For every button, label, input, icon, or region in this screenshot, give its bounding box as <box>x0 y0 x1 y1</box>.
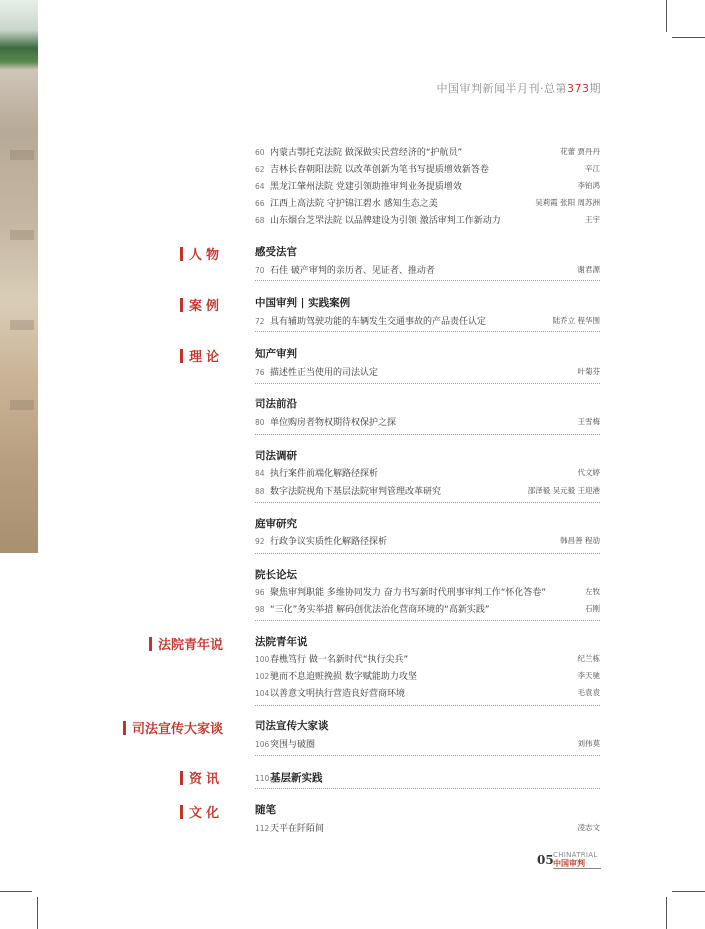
toc-entry[interactable] <box>255 196 600 210</box>
entry-title: 石佳 破产审判的亲历者、见证者、推动者 <box>270 266 435 276</box>
category-heading: 院长论坛 <box>255 569 297 581</box>
entry-title: 驰而不息追赃挽损 数字赋能助力攻坚 <box>270 672 417 682</box>
entry-page: 92 <box>255 537 265 546</box>
brand-en: CHINATRIAL <box>553 851 598 859</box>
entry-page: 104 <box>255 689 270 698</box>
entry-title: 单位购房者物权期待权保护之探 <box>270 418 397 428</box>
dotted-divider <box>255 280 600 281</box>
toc-entry[interactable] <box>255 213 600 227</box>
section-label-wenhua <box>180 802 223 821</box>
section-label-text: 资讯 <box>188 772 223 787</box>
toc-entry[interactable] <box>255 770 600 784</box>
dotted-divider <box>255 705 600 706</box>
entry-author: 纪兰栋 <box>577 654 600 663</box>
toc-entry[interactable] <box>255 365 600 379</box>
entry-title: 聚焦审判职能 多维协同发力 奋力书写新时代刑事审判工作“怀化答卷” <box>270 588 547 598</box>
entry-author: 韩昌善 程劢 <box>560 536 600 545</box>
entry-author: 谢君源 <box>577 265 600 274</box>
toc-entry[interactable] <box>255 466 600 480</box>
section-label-text: 人物 <box>188 248 223 263</box>
entry-page: 110 <box>255 774 270 783</box>
entry-title: 吉林长春朝阳法院 以改革创新为笔书写提质增效新答卷 <box>270 165 489 175</box>
section-label-qingnian <box>149 634 223 653</box>
section-marker <box>149 637 152 651</box>
toc-entry[interactable] <box>255 534 600 548</box>
photo-building-window <box>10 230 34 240</box>
entry-author: 叶菊芬 <box>577 367 600 376</box>
issue-number: 373 <box>567 82 590 95</box>
category-heading: 司法宣传大家谈 <box>255 720 329 732</box>
brand-cn: 中国审判 <box>553 859 585 868</box>
entry-title: “三化”务实举措 解码创优法治化营商环境的“高新实践” <box>270 605 490 615</box>
toc-entry[interactable] <box>255 686 600 700</box>
entry-author: 石刚 <box>585 604 600 613</box>
entry-author: 吴莉霞 张阳 周苏洲 <box>535 198 600 207</box>
entry-title: 突围与破圈 <box>270 740 316 750</box>
toc-entry[interactable] <box>255 145 600 159</box>
entry-page: 98 <box>255 605 265 614</box>
entry-author: 毛袁袁 <box>577 688 600 697</box>
category-heading: 法院青年说 <box>255 636 308 648</box>
section-marker <box>180 805 183 819</box>
entry-page: 106 <box>255 740 270 749</box>
section-marker <box>123 721 126 735</box>
toc-entry[interactable] <box>255 821 600 835</box>
section-label-text: 法院青年说 <box>157 638 223 653</box>
cover-photo-strip <box>0 0 38 553</box>
crop-mark-bottom-right-v <box>666 897 667 929</box>
brand-underline <box>553 868 601 869</box>
photo-building-window <box>10 400 34 410</box>
entry-author: 邵泽毅 吴元毅 王迎港 <box>527 486 600 495</box>
entry-author: 陆乔立 程华围 <box>552 316 600 325</box>
entry-author: 李天驰 <box>577 671 600 680</box>
entry-author: 王宇 <box>585 215 600 224</box>
entry-page: 60 <box>255 148 265 157</box>
entry-author: 王雪梅 <box>577 417 600 426</box>
entry-page: 66 <box>255 199 265 208</box>
entry-title: 春樵笃行 做一名新时代“执行尖兵” <box>270 655 409 665</box>
toc-entry[interactable] <box>255 162 600 176</box>
section-label-xuanchuan <box>123 718 223 737</box>
category-heading: 随笔 <box>255 804 276 816</box>
entry-title: 内蒙古鄂托克法院 做深做实民营经济的“护航员” <box>270 148 463 158</box>
section-label-zixun <box>180 768 223 787</box>
toc-entry[interactable] <box>255 263 600 277</box>
page-number: 05 <box>537 853 554 867</box>
section-label-text: 司法宣传大家谈 <box>131 722 223 737</box>
toc-entry[interactable] <box>255 602 600 616</box>
entry-author: 凌志文 <box>577 823 600 832</box>
entry-page: 112 <box>255 824 270 833</box>
category-heading: 知产审判 <box>255 348 297 360</box>
category-heading: 司法前沿 <box>255 398 297 410</box>
section-marker <box>180 298 183 312</box>
entry-page: 68 <box>255 216 265 225</box>
crop-mark-bottom-right-h <box>672 891 705 892</box>
toc-entry[interactable] <box>255 415 600 429</box>
entry-author: 刘伟莫 <box>577 739 600 748</box>
section-marker <box>180 771 183 785</box>
entry-page: 80 <box>255 418 265 427</box>
entry-author: 辛江 <box>585 164 600 173</box>
section-label-lilun <box>180 346 223 365</box>
crop-mark-bottom-left-h <box>0 891 32 892</box>
entry-title: 行政争议实质性化解路径探析 <box>270 537 388 547</box>
header-suffix: 期 <box>589 82 601 95</box>
entry-title: 以善意文明执行营造良好营商环境 <box>270 689 406 699</box>
running-header <box>437 80 602 96</box>
entry-title: 数字法院视角下基层法院审判管理改革研究 <box>270 487 442 497</box>
entry-title: 山东烟台芝罘法院 以品牌建设为引领 激活审判工作新动力 <box>270 216 501 226</box>
category-heading: 基层新实践 <box>270 772 323 784</box>
entry-author: 代文婷 <box>577 468 600 477</box>
dotted-divider <box>255 331 600 332</box>
header-prefix: 中国审判新闻半月刊·总第 <box>436 82 567 95</box>
crop-mark-bottom-left-v <box>37 897 38 929</box>
section-marker <box>180 247 183 261</box>
entry-page: 76 <box>255 368 265 377</box>
dotted-divider <box>255 553 600 554</box>
section-label-renwu <box>180 244 223 263</box>
category-heading: 中国审判 | 实践案例 <box>255 297 351 309</box>
entry-title: 执行案件前端化解路径探析 <box>270 469 379 479</box>
entry-page: 96 <box>255 588 265 597</box>
entry-page: 70 <box>255 266 265 275</box>
entry-author: 左牧 <box>585 587 600 596</box>
photo-building-window <box>10 150 34 160</box>
category-heading: 感受法官 <box>255 246 297 258</box>
section-label-text: 案例 <box>188 299 223 314</box>
entry-author: 李铂鸿 <box>577 181 600 190</box>
brand-logo <box>553 851 603 867</box>
section-label-text: 文化 <box>188 806 223 821</box>
toc-entry[interactable] <box>255 179 600 193</box>
section-label-text: 理论 <box>188 350 223 365</box>
dotted-divider <box>255 434 600 435</box>
dotted-divider <box>255 755 600 756</box>
section-marker <box>180 349 183 363</box>
entry-title: 江西上高法院 守护锦江碧水 感知生态之美 <box>270 199 438 209</box>
toc-entry[interactable] <box>255 585 600 599</box>
dotted-divider <box>255 383 600 384</box>
entry-page: 62 <box>255 165 265 174</box>
entry-title: 具有辅助驾驶功能的车辆发生交通事故的产品责任认定 <box>270 317 487 327</box>
entry-page: 64 <box>255 182 265 191</box>
crop-mark-top-right-h <box>672 37 705 38</box>
entry-title: 描述性正当使用的司法认定 <box>270 368 379 378</box>
entry-page: 72 <box>255 317 265 326</box>
toc-entry[interactable] <box>255 652 600 666</box>
category-heading: 司法调研 <box>255 450 297 462</box>
dotted-divider <box>255 502 600 503</box>
entry-author: 花蕾 贾丹丹 <box>560 147 600 156</box>
dotted-divider <box>255 620 600 621</box>
entry-page: 100 <box>255 655 270 664</box>
category-heading: 庭审研究 <box>255 518 297 530</box>
entry-page: 88 <box>255 487 265 496</box>
entry-page: 84 <box>255 469 265 478</box>
entry-title: 天平在阡陌间 <box>270 824 325 834</box>
crop-mark-top-right-v <box>666 0 667 32</box>
section-label-anli <box>180 295 223 314</box>
toc-entry[interactable] <box>255 314 600 328</box>
entry-title: 黑龙江肇州法院 党建引领助推审判业务提质增效 <box>270 182 462 192</box>
toc-entry[interactable] <box>255 669 600 683</box>
entry-page: 102 <box>255 672 270 681</box>
toc-entry[interactable] <box>255 737 600 751</box>
dotted-divider <box>255 788 600 789</box>
toc-entry[interactable] <box>255 484 600 498</box>
photo-building-window <box>10 320 34 330</box>
